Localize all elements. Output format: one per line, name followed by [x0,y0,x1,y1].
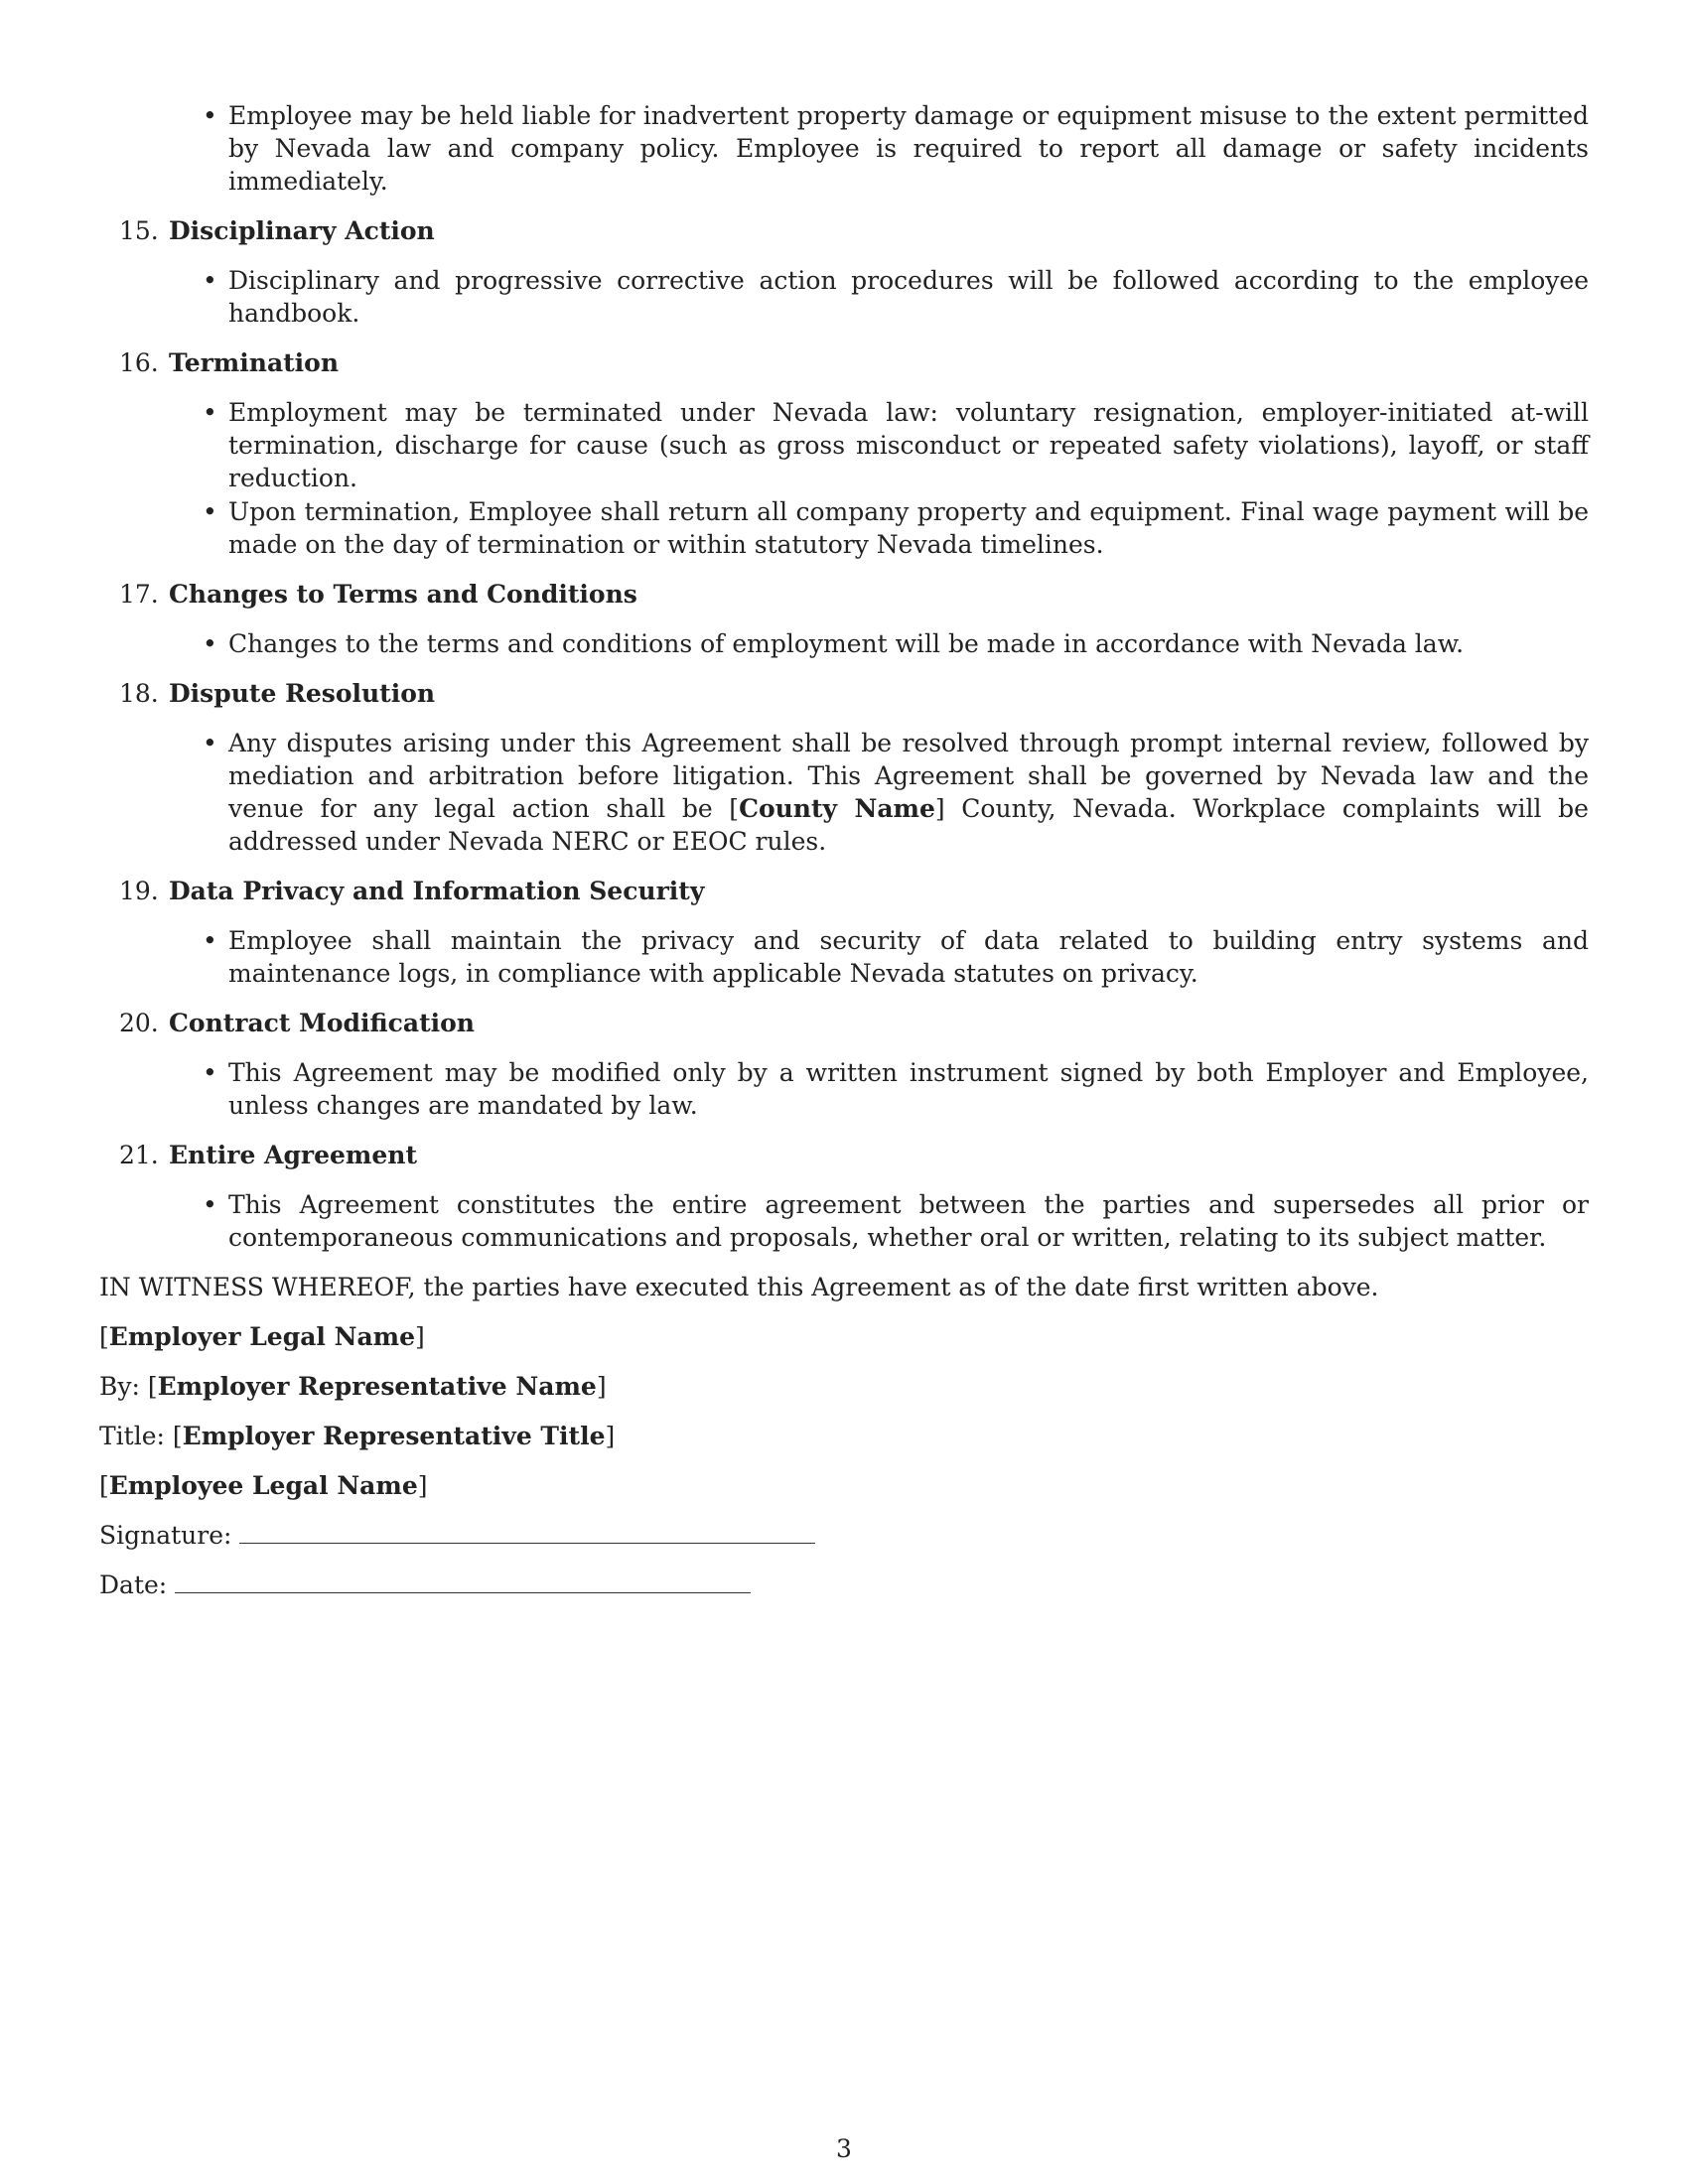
section-bullet-list [99,1188,1589,1254]
section-title: Disciplinary Action [169,216,435,245]
section-bullet-list [99,727,1589,858]
intro-bullet-list [99,99,1589,198]
list-item [203,264,1589,330]
section-title: Termination [169,348,340,377]
date-line [99,1569,1589,1601]
employer-name-placeholder: Employer Legal Name [108,1322,416,1351]
bullet-text: This Agreement constitutes the entire agreement between the parties and supersedes all prior or contemporaneous communications and proposals, whether oral or written, relating to its subject matter. [228,1190,1589,1252]
bullet-icon: • [203,629,217,658]
employee-name-placeholder: Employee Legal Name [108,1471,418,1500]
section-title: Contract Modification [169,1009,475,1037]
section-heading-disciplinary-action [99,214,1589,247]
list-item [203,627,1589,660]
title-label: Title: [99,1422,165,1450]
section-heading-entire-agreement [99,1139,1589,1171]
section-bullet-list [99,924,1589,990]
section-heading-contract-modification [99,1007,1589,1039]
bullet-icon: • [203,729,217,757]
section-number: 18. [119,679,159,708]
employee-name-line: [Employee Legal Name] [99,1471,428,1500]
section-number: 20. [119,1009,159,1037]
title-line: Title: [Employer Representative Title] [99,1422,616,1450]
bullet-icon: • [203,1190,217,1219]
list-item [203,924,1589,990]
section-bullet-list [99,396,1589,561]
section-number: 17. [119,580,159,609]
section-number: 15. [119,216,159,245]
section-heading-termination [99,346,1589,379]
signature-line [99,1519,1589,1552]
section-bullet-list [99,1056,1589,1122]
bullet-text: Disciplinary and progressive corrective action procedures will be followed according to the employee handbook. [228,266,1589,328]
section-heading-changes-to-terms [99,578,1589,611]
dispute-text-before: Any disputes arising under this Agreement shall be resolved through prompt internal review, followed by mediation and arbitration before litigation. This Agreement shall be governed by Nevada law and the venue for any legal action shall be [ [228,729,1589,823]
section-heading-data-privacy [99,875,1589,907]
section-title: Data Privacy and Information Security [169,877,705,905]
bullet-text: This Agreement may be modified only by a written instrument signed by both Employer and Employee, unless changes are mandated by law. [228,1058,1589,1120]
section-title: Dispute Resolution [169,679,436,708]
list-item [203,1188,1589,1254]
county-name-placeholder: County Name [739,794,935,823]
bullet-text: Upon termination, Employee shall return all company property and equipment. Final wage payment will be made on the day of termination or within statutory Nevada timelines. [228,497,1589,559]
date-label: Date: [99,1570,168,1599]
list-item [203,396,1589,494]
dispute-text-after: ] County, Nevada. Workplace complaints will be addressed under Nevada NERC or EEOC rules. [228,794,1589,856]
section-title: Changes to Terms and Conditions [169,580,637,609]
list-item [203,99,1589,198]
rep-title-placeholder: Employer Representative Title [182,1422,606,1450]
signature-blank[interactable] [239,1521,815,1544]
signature-label: Signature: [99,1521,232,1550]
witness-statement: IN WITNESS WHEREOF, the parties have executed this Agreement as of the date first written above. [99,1273,1379,1301]
bullet-icon: • [203,398,217,427]
bullet-icon: • [203,101,217,130]
bullet-text: Employee may be held liable for inadvertent property damage or equipment misuse to the extent permitted by Nevada law and company policy. Employee is required to report all damage or safety incidents immediately. [228,101,1589,196]
list-item [203,495,1589,561]
section-heading-dispute-resolution [99,677,1589,710]
section-bullet-list [99,264,1589,330]
bullet-icon: • [203,497,217,526]
section-number: 16. [119,348,159,377]
list-item [203,1056,1589,1122]
bullet-icon: • [203,266,217,295]
bullet-text: Changes to the terms and conditions of employment will be made in accordance with Nevada law. [228,629,1465,658]
section-title: Entire Agreement [169,1141,417,1169]
bullet-icon: • [203,1058,217,1087]
section-number: 19. [119,877,159,905]
rep-name-placeholder: Employer Representative Name [157,1372,597,1401]
bullet-text: Employee shall maintain the privacy and security of data related to building entry systems and maintenance logs, in compliance with applicable Nevada statutes on privacy. [228,926,1589,988]
bullet-icon: • [203,926,217,955]
document-page [99,99,1589,1601]
list-item [203,727,1589,858]
date-blank[interactable] [175,1570,751,1593]
bullet-text: Employment may be terminated under Nevada law: voluntary resignation, employer-initiated at-will termination, discharge for cause (such as gross misconduct or repeated safety violations), layoff, or staff reduction. [228,398,1589,492]
page-number: 3 [836,2134,852,2163]
by-label: By: [99,1372,140,1401]
by-line: By: [Employer Representative Name] [99,1372,607,1401]
section-bullet-list [99,627,1589,660]
employer-name-line: [Employer Legal Name] [99,1322,425,1351]
section-number: 21. [119,1141,159,1169]
